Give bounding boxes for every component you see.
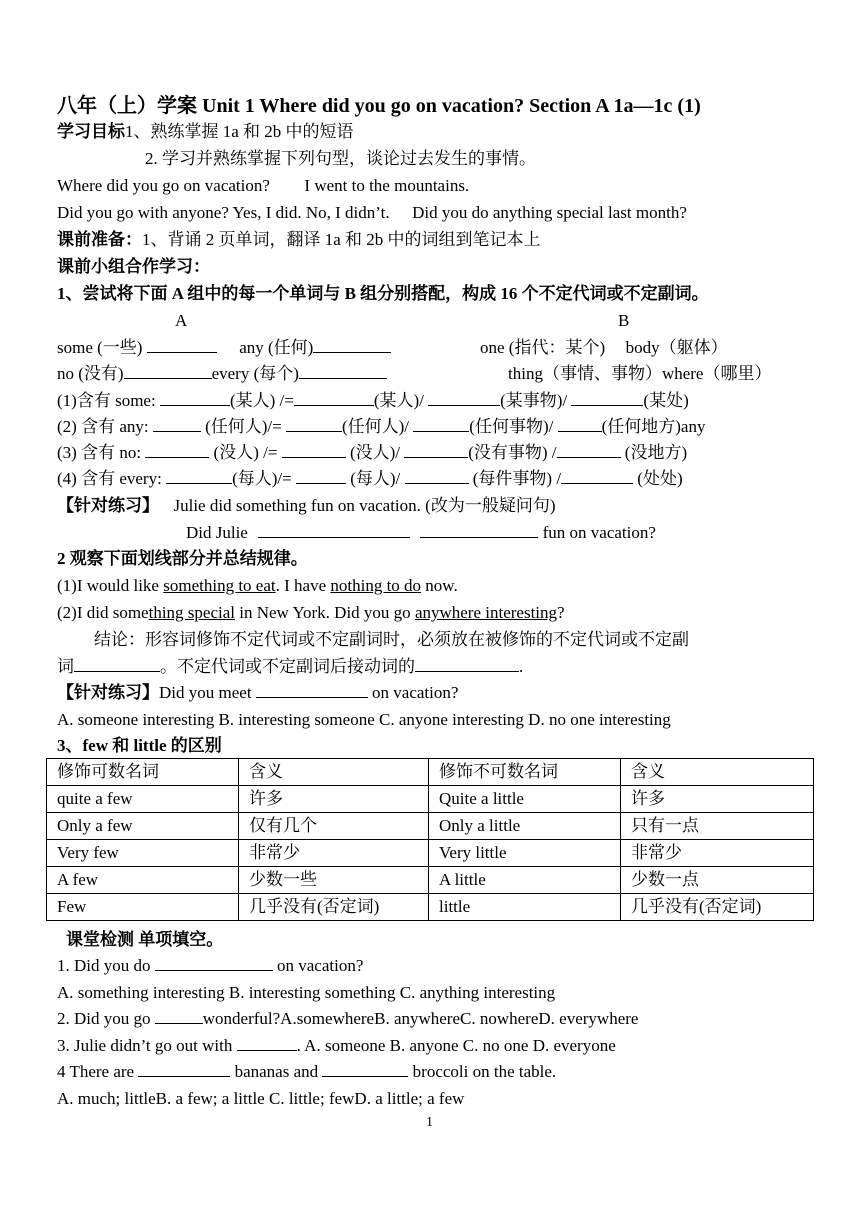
quiz-q2: 2. Did you go wonderful?A.somewhereB. anywhereC. nowhereD. everywhere (57, 1009, 639, 1028)
column-a-label: A (175, 311, 188, 330)
table-header-cell: 修饰不可数名词 (429, 759, 621, 786)
table-cell: 非常少 (239, 840, 429, 867)
quiz-q4: 4 There are bananas and broccoli on the table. (57, 1062, 557, 1081)
table-cell: 许多 (621, 786, 814, 813)
table-row (47, 813, 814, 840)
page-number: 1 (426, 1115, 433, 1130)
fill-line-4: (4) 含有 every: (每人)/= (每人)/ (每件事物) / (处处) (57, 469, 683, 488)
fill-line-2: (2) 含有 any: (任何人)/= (任何人)/ (任何事物)/ (任何地方)any (57, 417, 706, 436)
table-row (47, 867, 814, 894)
group-heading: 课前小组合作学习： (57, 257, 210, 276)
table-header-cell: 含义 (621, 759, 814, 786)
blank (299, 364, 387, 379)
word: body（躯体） (625, 338, 728, 357)
table-cell: Very little (429, 840, 621, 867)
table-cell: little (429, 894, 621, 921)
fill-line-3: (3) 含有 no: (没人) /= (没人)/ (没有事物) / (没地方) (57, 443, 688, 462)
table-cell: Only a little (429, 813, 621, 840)
word: any (任何) (239, 338, 314, 357)
table-cell: A little (429, 867, 621, 894)
part1-heading: 1、尝试将下面 A 组中的每一个单词与 B 组分别搭配，构成 16 个不定代词或不定副词。 (57, 284, 709, 303)
table-cell: Few (47, 894, 239, 921)
table-header-row (47, 759, 814, 786)
practice-2-options: A. someone interesting B. interesting someone C. anyone interesting D. no one interesting (57, 710, 671, 729)
word: every (每个) (211, 364, 299, 383)
quiz-heading: 课堂检测 单项填空。 (66, 930, 224, 949)
practice-question: Julie did something fun on vacation. (改为一般疑问句) (173, 496, 556, 515)
word: no (没有) (57, 364, 124, 383)
word: one (指代：某个) (480, 338, 606, 357)
prep-line (57, 230, 541, 250)
table-cell: 几乎没有(否定词) (239, 894, 429, 921)
goals-item-1: 1、熟练掌握 1a 和 2b 中的短语 (125, 122, 354, 141)
part3-heading: 3、few 和 little 的区别 (57, 736, 222, 755)
quiz-q1-options: A. something interesting B. interesting something C. anything interesting (57, 983, 556, 1002)
table-row (47, 786, 814, 813)
quiz-q4-options: A. much; littleB. a few; a little C. little; fewD. a little; a few (57, 1089, 465, 1108)
blank (124, 364, 212, 379)
quiz-q3: 3. Julie didn’t go out with . A. someone B. anyone C. no one D. everyone (57, 1036, 616, 1055)
sentence: Did you do anything special last month? (412, 203, 687, 222)
table-cell: A few (47, 867, 239, 894)
fill-line-1: (1)含有 some: (某人) /= (某人)/ (某事物)/ (某处) (57, 391, 689, 410)
table-header-cell: 含义 (239, 759, 429, 786)
table-cell: quite a few (47, 786, 239, 813)
blank (313, 338, 391, 353)
practice-label: 【针对练习】 (57, 496, 159, 515)
goals-sentences-1 (57, 176, 469, 196)
sentence: Did you go with anyone? Yes, I did. No, I didn’t. (57, 203, 390, 222)
goals-label: 学习目标 (57, 122, 125, 141)
practice-2: 【针对练习】Did you meet on vacation? (57, 683, 459, 702)
table-cell: 几乎没有(否定词) (621, 894, 814, 921)
practice-1-answer: Did Julie fun on vacation? (186, 523, 656, 542)
sentence: I went to the mountains. (304, 176, 470, 195)
goals-line-2: 2. 学习并熟练掌握下列句型，谈论过去发生的事情。 (145, 149, 536, 168)
page-title: 八年（上）学案 Unit 1 Where did you go on vacation? Section A 1a—1c (1) (57, 95, 701, 117)
table-row (47, 840, 814, 867)
part2-heading: 2 观察下面划线部分并总结规律。 (57, 549, 308, 568)
table-cell: 只有一点 (621, 813, 814, 840)
column-b-label: B (618, 311, 630, 330)
table-cell: 仅有几个 (239, 813, 429, 840)
example-1: (1)I would like something to eat. I have nothing to do now. (57, 576, 458, 595)
table-cell: 非常少 (621, 840, 814, 867)
table-row (47, 894, 814, 921)
prep-label: 课前准备： (57, 230, 142, 249)
goals-sentences-2 (57, 203, 687, 223)
word-row-2b: thing（事情、事物）where（哪里） (508, 364, 772, 383)
table-cell: Very few (47, 840, 239, 867)
table-cell: Only a few (47, 813, 239, 840)
word-row-2 (57, 364, 387, 384)
goals-line-1 (57, 122, 354, 142)
word: some (一些) (57, 338, 143, 357)
blank (147, 338, 217, 353)
table-cell: 少数一些 (239, 867, 429, 894)
conclusion-2: 词 。不定代词或不定副词后接动词的 . (57, 657, 524, 676)
example-2: (2)I did something special in New York. Did you go anywhere interesting? (57, 603, 565, 622)
word-row-1 (57, 338, 391, 358)
word-row-1b (480, 338, 728, 358)
quiz-q1: 1. Did you do on vacation? (57, 956, 364, 975)
few-little-table (46, 758, 814, 921)
table-header-cell: 修饰可数名词 (47, 759, 239, 786)
prep-text: 1、背诵 2 页单词，翻译 1a 和 2b 中的词组到笔记本上 (142, 230, 541, 249)
practice-1 (57, 496, 555, 516)
sentence: Where did you go on vacation? (57, 176, 270, 195)
conclusion-1: 结论：形容词修饰不定代词或不定副词时，必须放在被修饰的不定代词或不定副 (94, 630, 689, 649)
table-cell: Quite a little (429, 786, 621, 813)
table-cell: 少数一点 (621, 867, 814, 894)
table-cell: 许多 (239, 786, 429, 813)
